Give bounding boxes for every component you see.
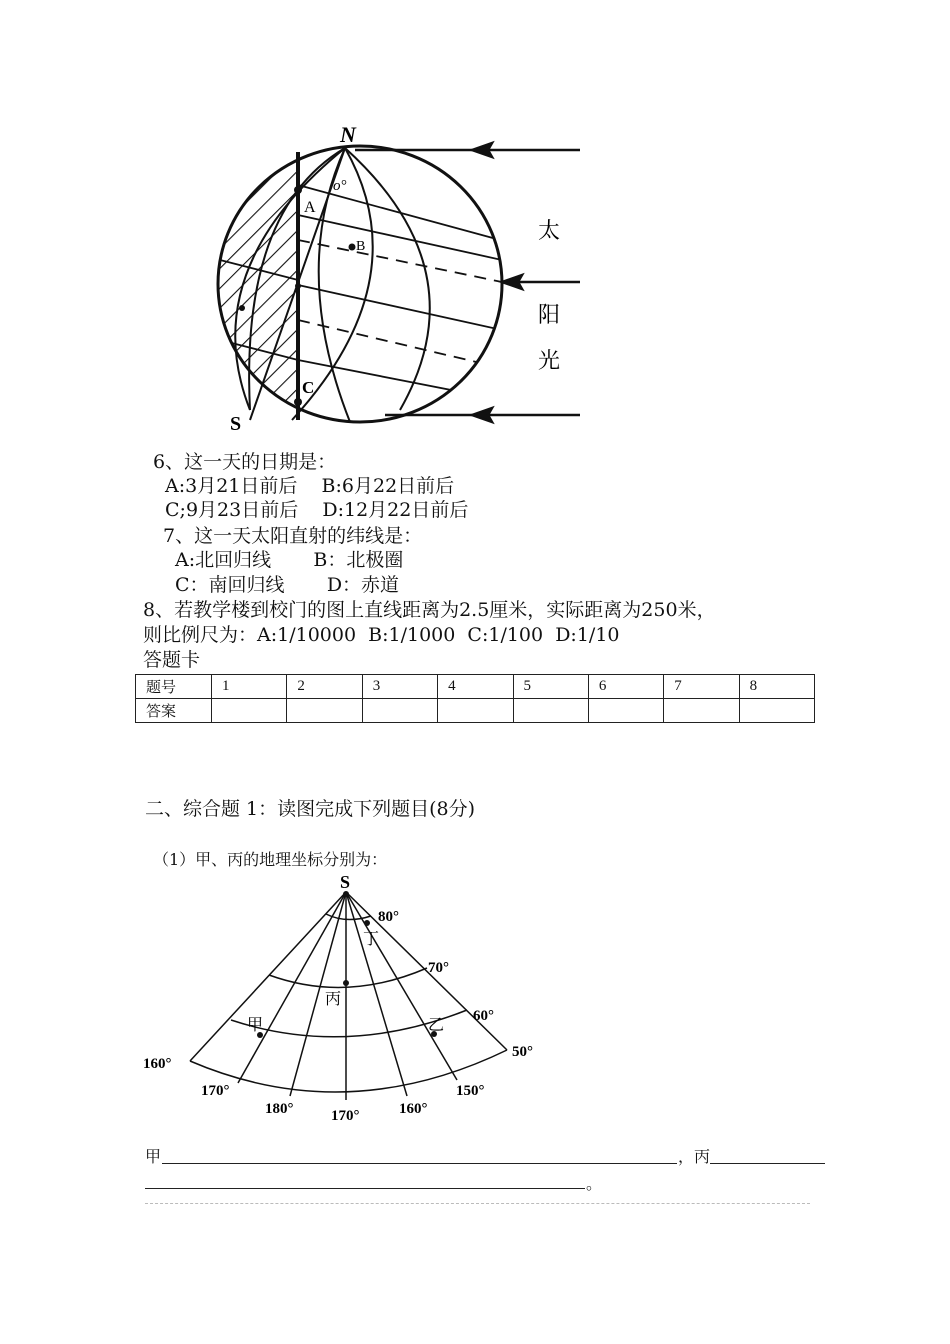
sunlight-arrows — [355, 143, 580, 422]
polar-projection-figure — [135, 868, 555, 1128]
q6-options-line1: A:3月21日前后 B:6月22日前后 — [165, 475, 455, 497]
answer-card-number: 6 — [588, 675, 663, 699]
fill-bing-line[interactable] — [710, 1143, 825, 1164]
answer-card-title: 答题卡 — [143, 649, 201, 671]
polar-pole-label: S — [340, 872, 351, 892]
tropic-lines — [298, 240, 502, 368]
label-o: o° — [333, 178, 347, 194]
answer-cell[interactable] — [739, 699, 814, 723]
q6-stem: 6、这一天的日期是： — [153, 451, 337, 473]
q8-line1: 8、若教学楼到校门的图上直线距离为2.5厘米，实际距离为250米， — [143, 599, 716, 621]
fill-jia-line[interactable] — [162, 1143, 677, 1164]
answer-card-number: 4 — [438, 675, 513, 699]
answer-card-number: 5 — [513, 675, 588, 699]
section2-title: 二、综合题 1：读图完成下列题目(8分) — [145, 798, 476, 820]
q7-options-line2: C：南回归线 D：赤道 — [175, 574, 400, 596]
point-yi-label: 乙 — [428, 1017, 445, 1034]
label-b: B — [356, 239, 366, 254]
answer-card-row-label: 题号 — [136, 675, 212, 699]
lon-label-150e: 150° — [456, 1083, 485, 1099]
sunlight-char-2: 阳 — [538, 302, 561, 327]
q8-line2: 则比例尺为：A:1/10000 B:1/1000 C:1/100 D:1/10 — [143, 624, 620, 646]
night-hemisphere — [210, 140, 298, 440]
polar-points — [257, 891, 437, 1038]
point-ding-label: 丁 — [363, 931, 380, 948]
fill-bing-line-2[interactable] — [145, 1168, 585, 1189]
answer-card-table — [135, 674, 815, 723]
fill-bing-label: ，丙 — [678, 1147, 711, 1166]
q7-stem: 7、这一天太阳直射的纬线是： — [163, 525, 423, 547]
label-a: A — [304, 199, 316, 216]
q6-options-line2: C;9月23日前后 D:12月22日前后 — [165, 499, 469, 521]
lon-label-170e: 170° — [331, 1108, 360, 1124]
answer-cell[interactable] — [588, 699, 663, 723]
answer-card-number-row — [136, 675, 815, 699]
answer-card-number: 2 — [287, 675, 362, 699]
point-jia-label: 甲 — [247, 1017, 264, 1034]
lon-label-170w: 170° — [201, 1083, 230, 1099]
label-c: C — [302, 378, 315, 397]
answer-card-row-label: 答案 — [136, 699, 212, 723]
lon-label-160e: 160° — [399, 1101, 428, 1117]
lat-label-50: 50° — [512, 1044, 533, 1060]
polar-grid — [190, 892, 507, 1100]
sunlight-char-3: 光 — [538, 348, 561, 373]
answer-card-answer-row — [136, 699, 815, 723]
label-n: N — [340, 122, 356, 147]
section2-sub1: （1）甲、丙的地理坐标分别为： — [153, 850, 388, 869]
page-divider — [145, 1203, 810, 1204]
label-s: S — [230, 413, 242, 435]
q7-options-line1: A:北回归线 B：北极圈 — [175, 549, 404, 571]
answer-cell[interactable] — [438, 699, 513, 723]
fill-jia-label: 甲 — [145, 1147, 162, 1166]
answer-card-number: 7 — [664, 675, 739, 699]
point-bing-label: 丙 — [325, 991, 342, 1008]
answer-card-number: 1 — [212, 675, 287, 699]
sunlight-char-1: 太 — [538, 218, 561, 243]
answer-card-number: 3 — [362, 675, 437, 699]
lon-label-160w: 160° — [143, 1056, 172, 1072]
lat-label-80: 80° — [378, 909, 399, 925]
lat-label-70: 70° — [428, 960, 449, 976]
lat-label-60: 60° — [473, 1008, 494, 1024]
answer-cell[interactable] — [212, 699, 287, 723]
answer-cell[interactable] — [287, 699, 362, 723]
globe-illumination-figure — [140, 110, 610, 440]
answer-cell[interactable] — [362, 699, 437, 723]
answer-cell[interactable] — [513, 699, 588, 723]
answer-cell[interactable] — [664, 699, 739, 723]
lon-label-180: 180° — [265, 1101, 294, 1117]
answer-card-number: 8 — [739, 675, 814, 699]
fill-end-mark: 。 — [586, 1174, 603, 1193]
